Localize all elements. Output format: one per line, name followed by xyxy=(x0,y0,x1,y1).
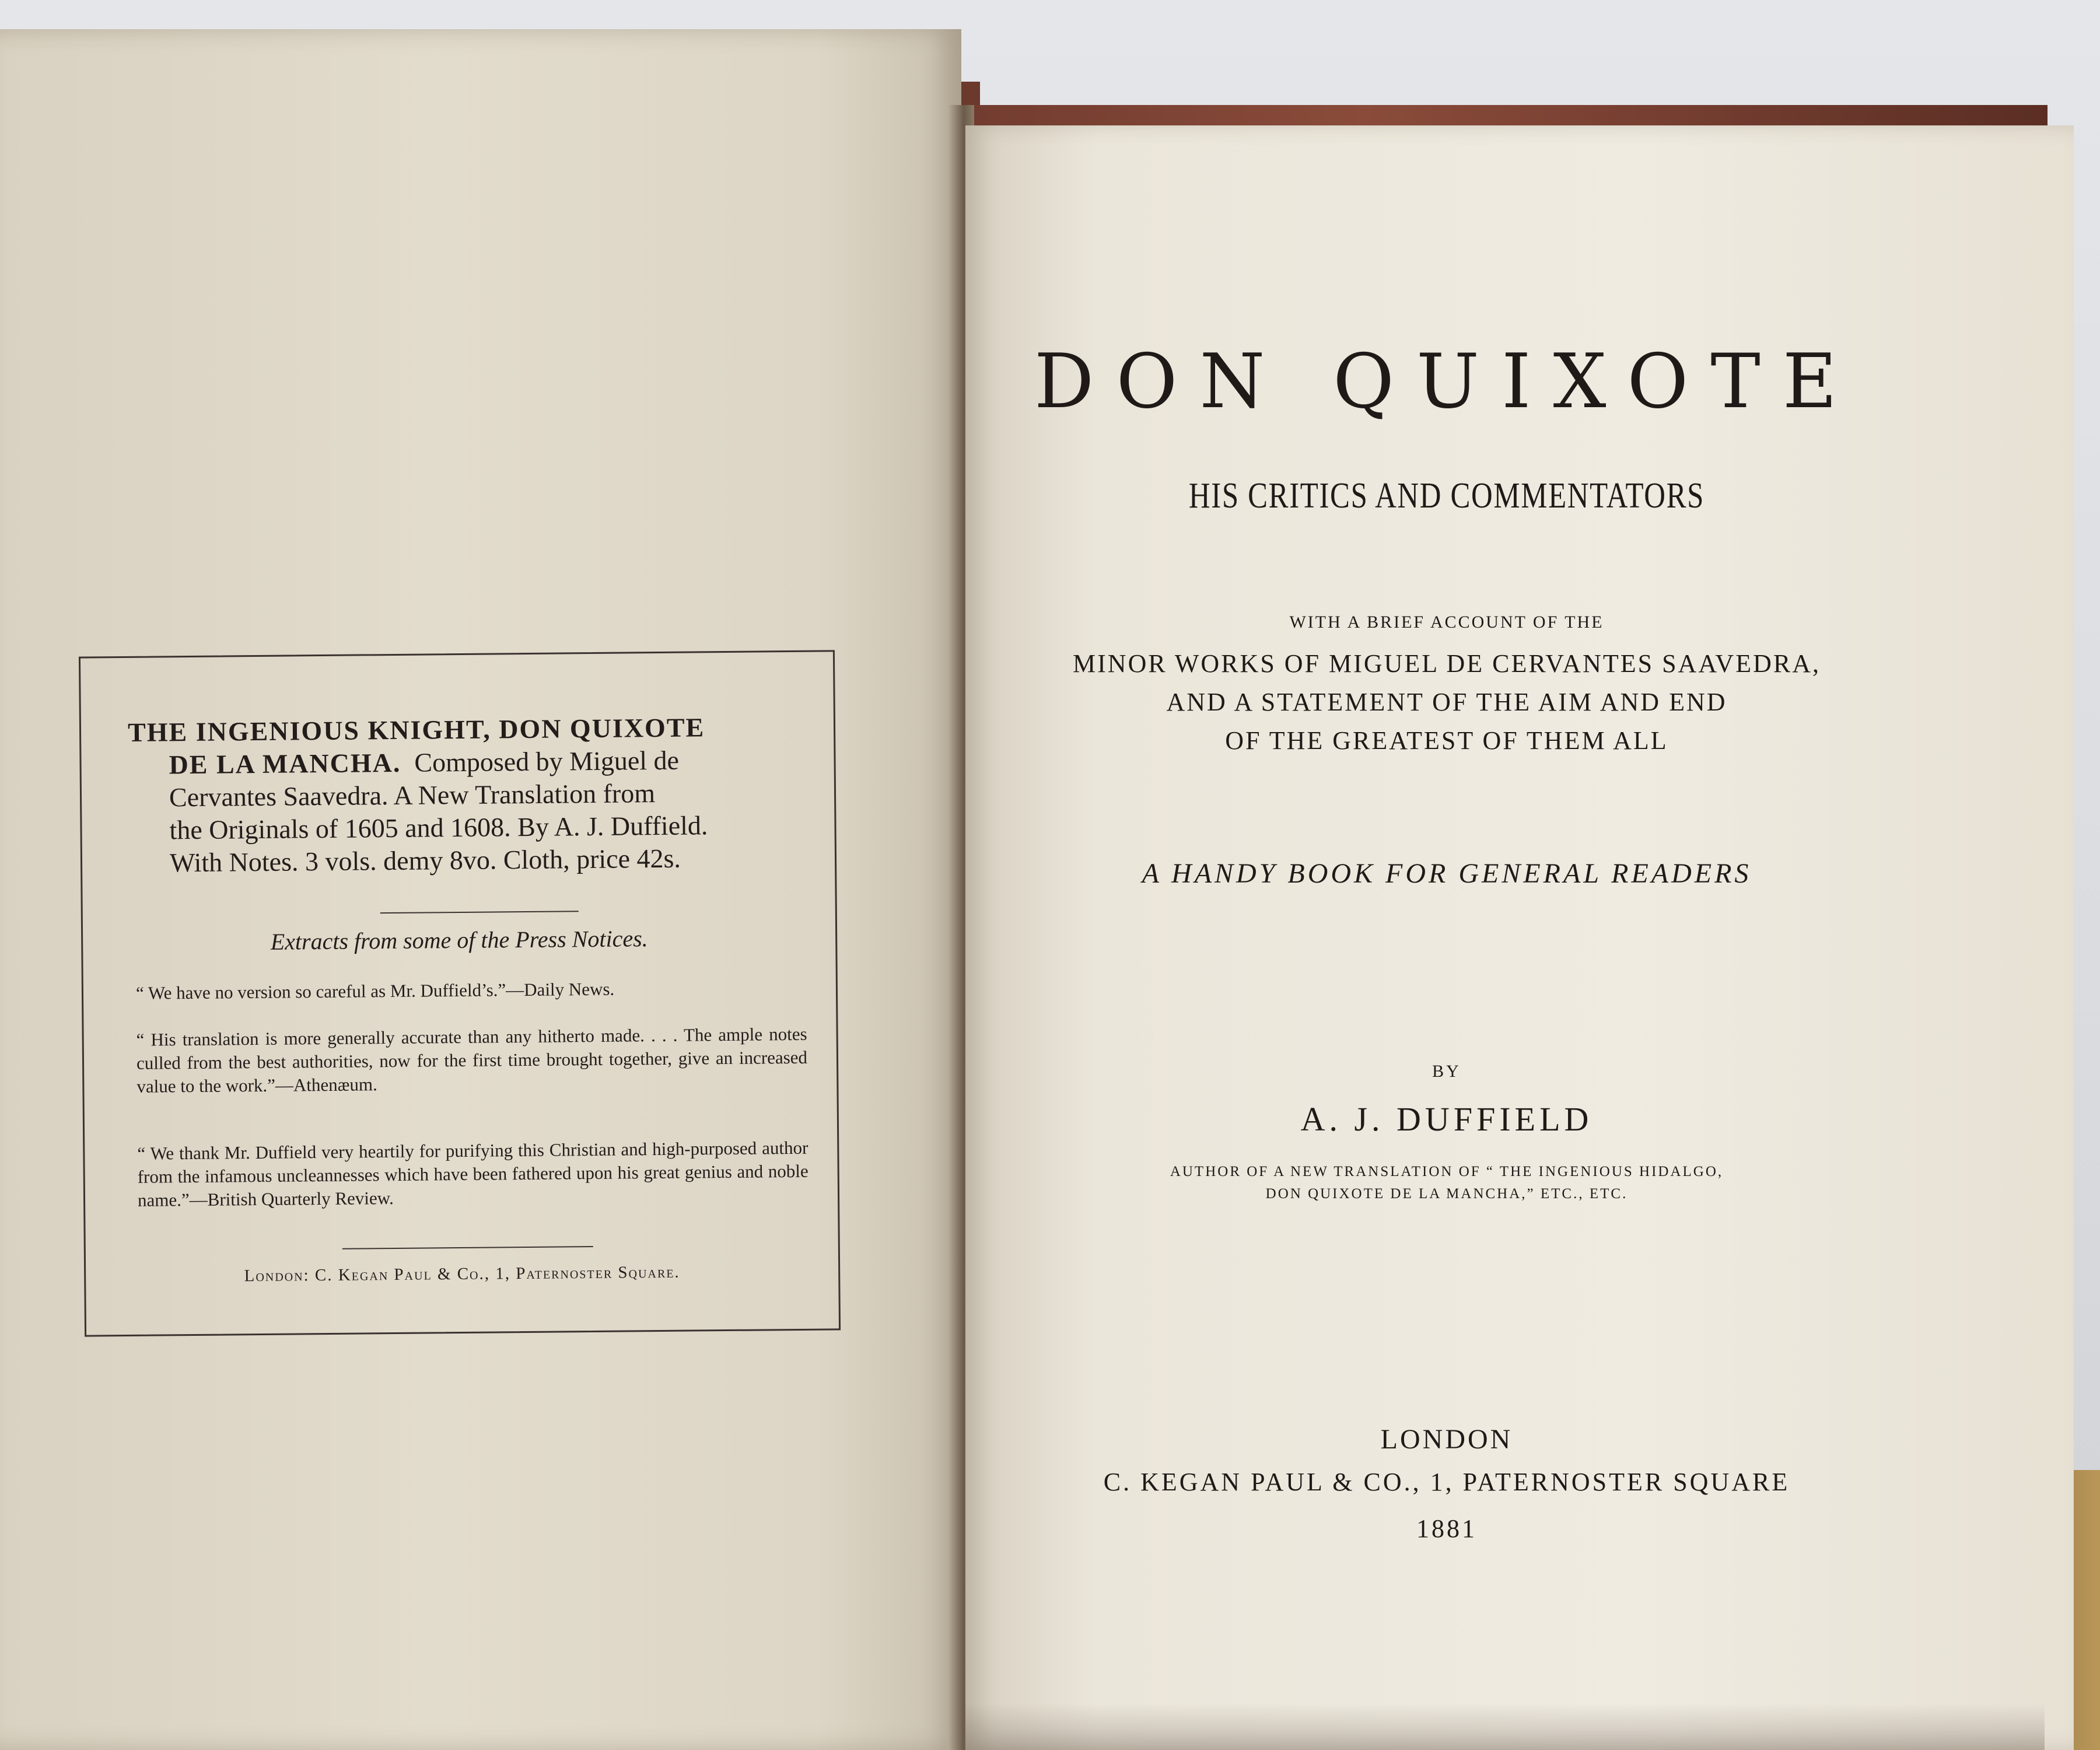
press-quote-3: “ We thank Mr. Duffield very heartily for purifying this Christian and high-purposed author from the infamous uncleannesses which have been fathered upon his great genius and noble name.”—British Quarterly Review. xyxy=(137,1137,808,1210)
ad-heading xyxy=(128,710,823,880)
ad-heading-line-5: With Notes. 3 vols. demy 8vo. Cloth, price 42s. xyxy=(169,843,681,878)
minor-works-line-1: MINOR WORKS OF MIGUEL DE CERVANTES SAAVEDRA, xyxy=(1073,649,1821,678)
brief-account-line: WITH A BRIEF ACCOUNT OF THE xyxy=(1289,612,1604,632)
ad-heading-line-4: the Originals of 1605 and 1608. By A. J. Duffield. xyxy=(169,810,708,845)
author-name: A. J. DUFFIELD xyxy=(1300,1100,1593,1138)
publisher-line: C. KEGAN PAUL & CO., 1, PATERNOSTER SQUARE xyxy=(1103,1468,1790,1496)
ad-imprint: London: C. Kegan Paul & Co., 1, Paternoster Square. xyxy=(244,1262,680,1286)
minor-works-line-2: AND A STATEMENT OF THE AIM AND END xyxy=(1166,688,1727,716)
by-label: BY xyxy=(1432,1062,1461,1081)
book-subtitle: HIS CRITICS AND COMMENTATORS xyxy=(1188,476,1705,516)
ad-divider-bottom xyxy=(342,1246,593,1250)
publication-year: 1881 xyxy=(1416,1514,1477,1543)
handy-book-line: A HANDY BOOK FOR GENERAL READERS xyxy=(1142,858,1752,889)
ad-heading-line-3: Cervantes Saavedra. A New Translation from xyxy=(169,778,656,813)
author-credits-line-1: AUTHOR OF A NEW TRANSLATION OF “ THE INGENIOUS HIDALGO, xyxy=(1170,1164,1724,1180)
left-page xyxy=(0,29,961,1750)
book-title: DON QUIXOTE xyxy=(1034,338,1860,425)
publication-city: LONDON xyxy=(1380,1424,1513,1455)
author-credits-line-2: DON QUIXOTE DE LA MANCHA,” ETC., ETC. xyxy=(1265,1186,1628,1202)
author-credits xyxy=(992,1161,1902,1205)
ad-heading-rest-1: Composed by Miguel de xyxy=(414,745,680,778)
press-quote-2: “ His translation is more generally accurate than any hitherto made. . . . The ample notes culled from the best authorities, now for the first time brought together, give an increased value to the work.”—Athenæum. xyxy=(136,1023,808,1097)
ad-divider-top xyxy=(380,911,579,914)
page-bottom-shadow xyxy=(965,1703,2045,1750)
minor-works-block xyxy=(992,645,1902,760)
advertisement-box xyxy=(79,650,841,1336)
press-quote-1: “ We have no version so careful as Mr. Duffield’s.”—Daily News. xyxy=(135,978,615,1003)
ad-extracts-heading: Extracts from some of the Press Notices. xyxy=(270,925,648,955)
ad-heading-line-2 xyxy=(128,743,822,782)
minor-works-line-3: OF THE GREATEST OF THEM ALL xyxy=(1225,726,1668,755)
ad-heading-bold-2: DE LA MANCHA. xyxy=(169,747,401,780)
ad-heading-bold-1: THE INGENIOUS KNIGHT, DON QUIXOTE xyxy=(127,712,705,747)
